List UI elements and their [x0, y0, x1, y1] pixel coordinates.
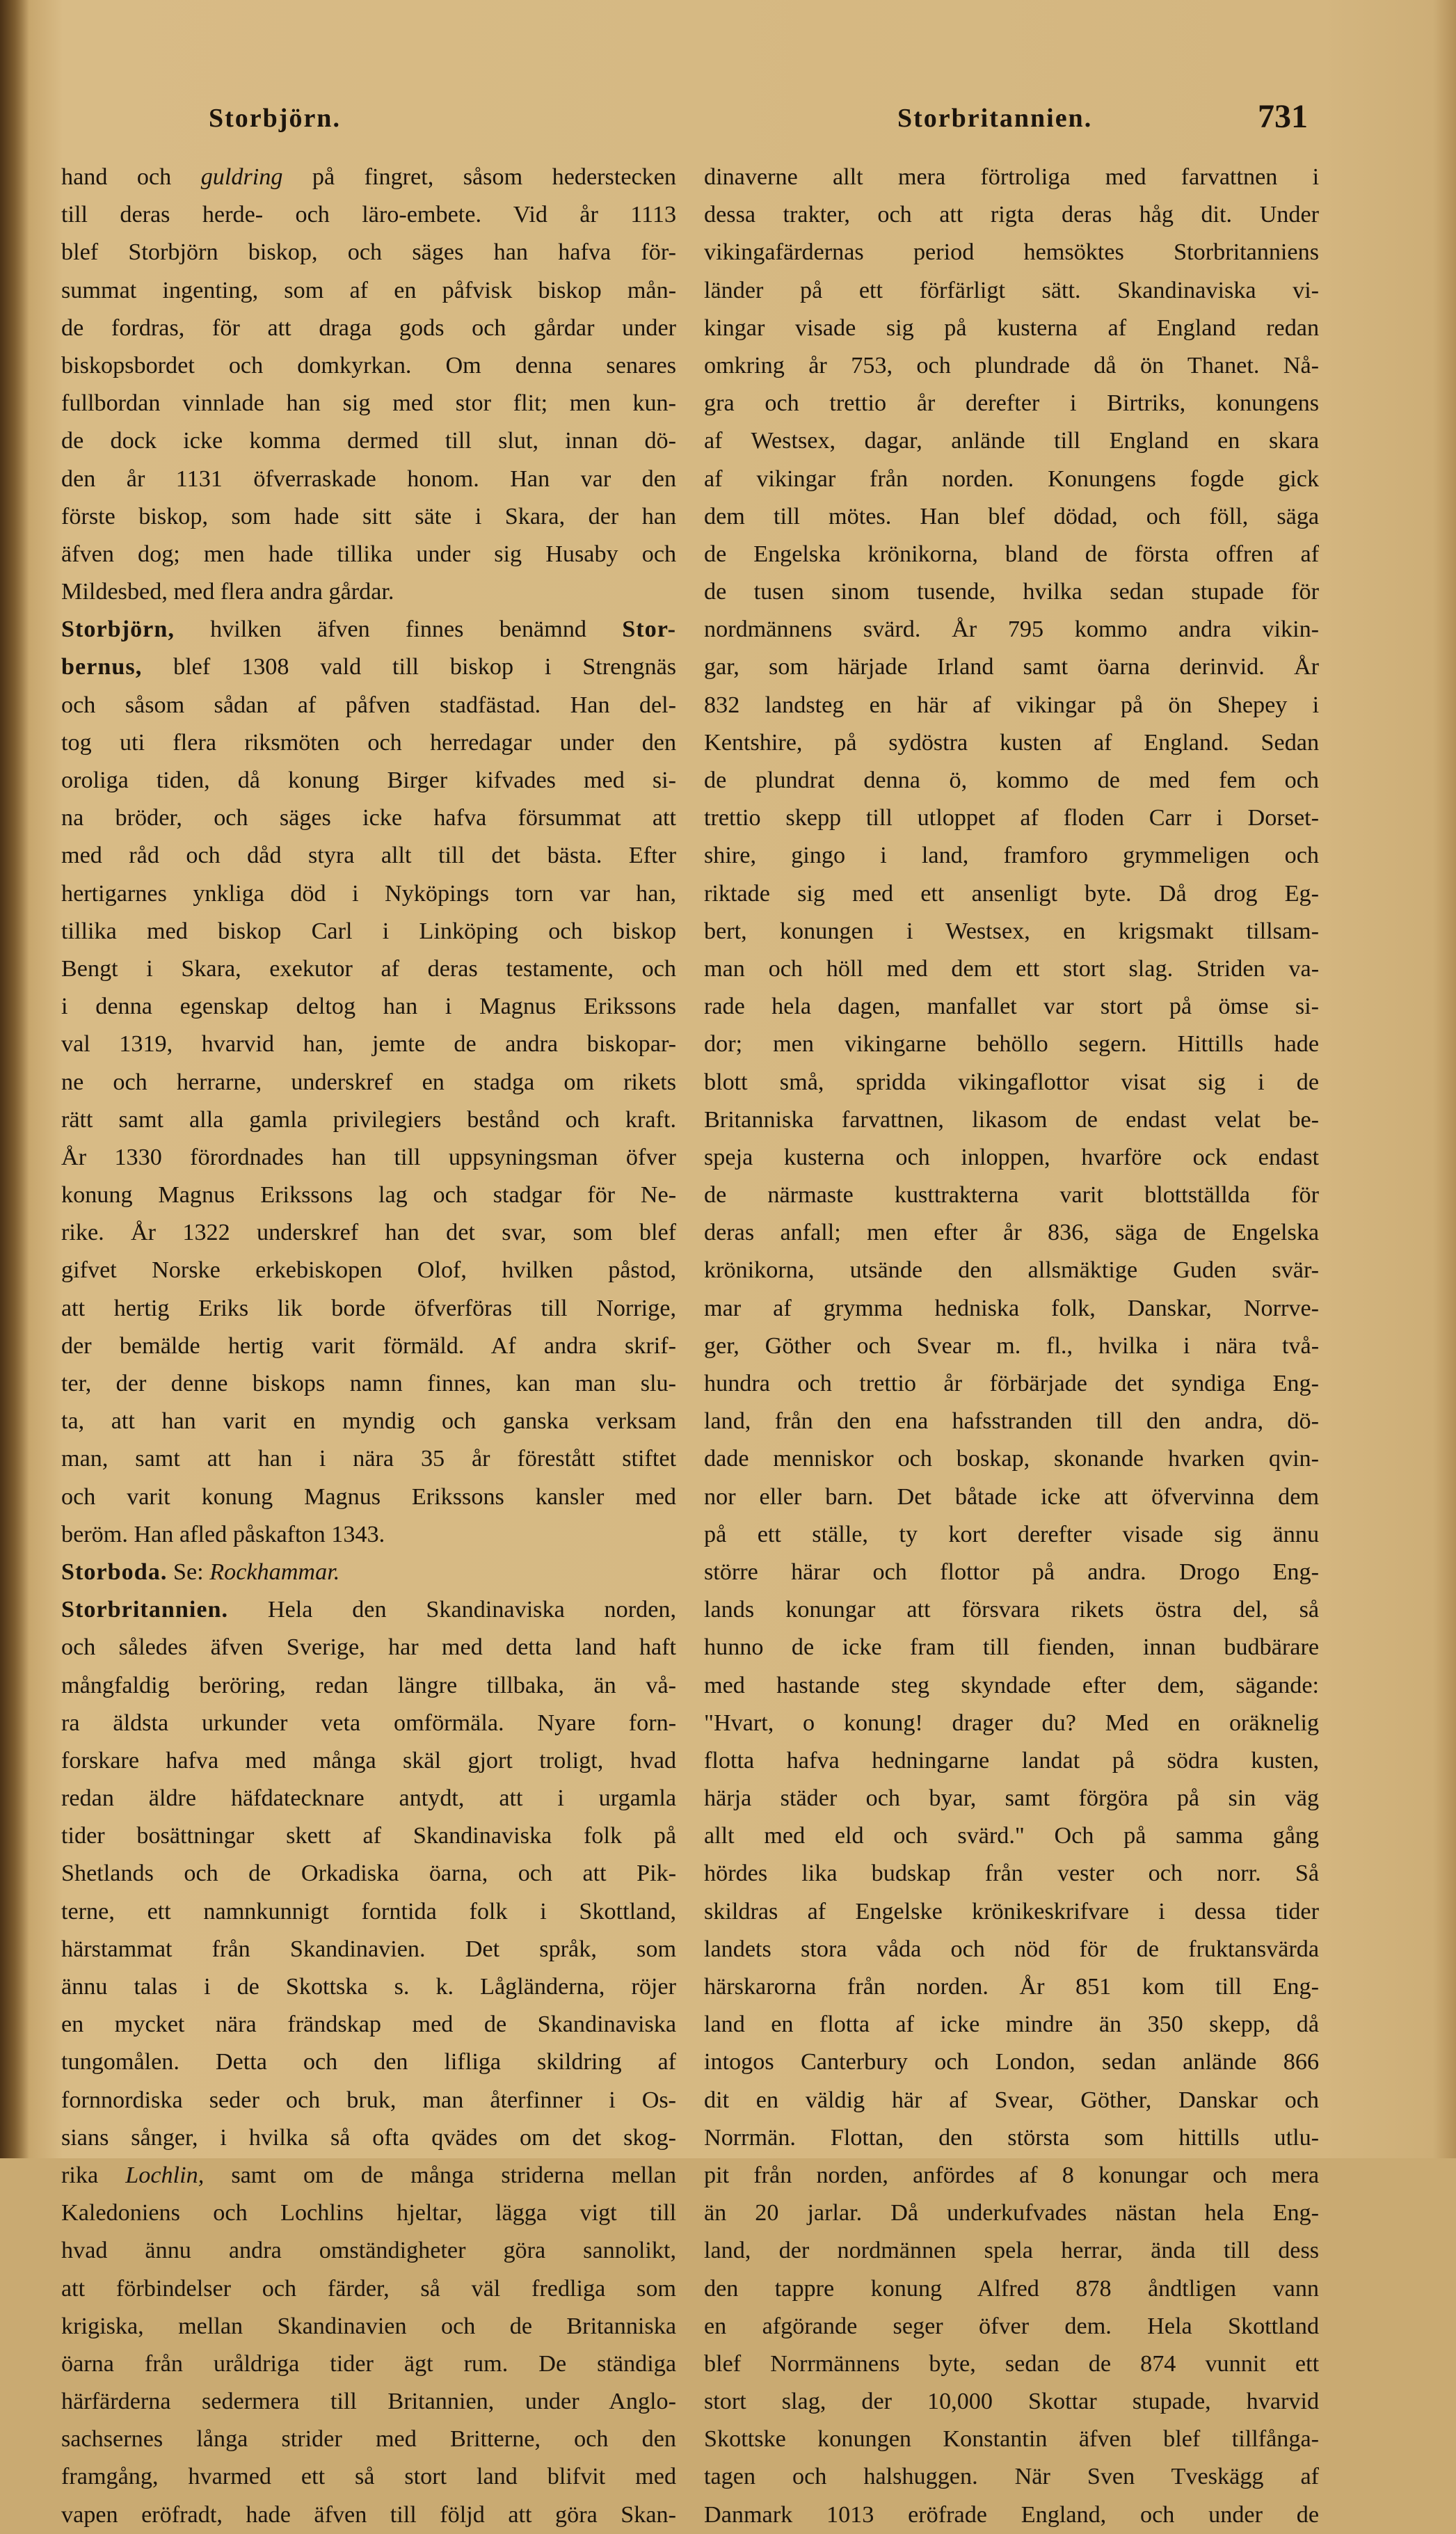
text-line: de tusen sinom tusende, hvilka sedan stupade för	[704, 579, 1319, 605]
text-line: trettio skepp till utloppet af floden Carr i Dorset-	[704, 805, 1319, 831]
text-line: ter, der denne biskops namn finnes, kan man slu-	[61, 1371, 676, 1396]
text-line: att förbindelser och färder, så väl fredliga som	[61, 2275, 676, 2302]
text-line: ger, Göther och Svear m. fl., hvilka i nära två-	[704, 1332, 1319, 1359]
text-line: hertigarnes ynkliga död i Nyköpings torn var han,	[61, 880, 676, 907]
text-line: nor eller barn. Det båtade icke att öfvervinna dem	[704, 1483, 1319, 1510]
text-line: af Westsex, dagar, anlände till England en skara	[704, 428, 1319, 454]
text-line: ra äldsta urkunder veta omförmäla. Nyare forn-	[61, 1710, 676, 1736]
text-line: 832 landsteg en här af vikingar på ön Shepey i	[704, 692, 1319, 718]
text-line: härja städer och byar, samt förgöra på sin väg	[704, 1785, 1319, 1812]
text-line: härstammat från Skandinavien. Det språk, som	[61, 1936, 676, 1962]
text-line: Kaledoniens och Lochlins hjeltar, lägga vigt till	[61, 2200, 676, 2226]
text-line: hand och guldring på fingret, såsom hederstecken	[61, 164, 676, 190]
text-line: tillika med biskop Carl i Linköping och biskop	[61, 918, 676, 944]
text-line: dinaverne allt mera förtroliga med farvattnen i	[704, 164, 1319, 190]
text-line: bernus, blef 1308 vald till biskop i Strengnäs	[61, 654, 676, 680]
text-line: dor; men vikingarne behöllo segern. Hittills hade	[704, 1031, 1319, 1058]
text-line: Mildesbed, med flera andra gårdar.	[61, 579, 394, 605]
text-line: blott små, spridda vikingaflottor visat sig i de	[704, 1069, 1319, 1095]
text-line: krönikorna, utsände den allsmäktige Guden svär-	[704, 1257, 1319, 1284]
left-text-column	[61, 159, 676, 2534]
running-header	[0, 98, 1456, 145]
text-line: Storbjörn, hvilken äfven finnes benämnd Stor-	[61, 616, 676, 643]
text-line: framgång, hvarmed ett så stort land blifvit med	[61, 2464, 676, 2490]
text-line: val 1319, hvarvid han, jemte de andra biskopar-	[61, 1031, 676, 1058]
text-line: hunno de icke fram till fienden, innan budbärare	[704, 1634, 1319, 1661]
text-line: landets stora våda och nöd för de fruktansvärda	[704, 1936, 1319, 1962]
text-line: riktade sig med ett ansenligt byte. Då drog Eg-	[704, 880, 1319, 907]
text-line: deras anfall; men efter år 836, säga de Engelska	[704, 1220, 1319, 1246]
text-line: Britanniska farvattnen, likasom de endast velat be-	[704, 1106, 1319, 1133]
text-line: blef Storbjörn biskop, och säges han hafva för-	[61, 239, 676, 266]
text-line: länder på ett förfärligt sätt. Skandinaviska vi-	[704, 277, 1319, 303]
text-line: rätt samt alla gamla privilegiers bestånd och kraft.	[61, 1106, 676, 1133]
text-line: dessa trakter, och att rigta deras håg dit. Under	[704, 202, 1319, 228]
text-line: sians sånger, i hvilka så ofta qvädes om det skog-	[61, 2124, 676, 2151]
text-line: ännu talas i de Skottska s. k. Lågländerna, röjer	[61, 1974, 676, 2000]
text-line: vapen eröfradt, hade äfven till följd att göra Skan-	[61, 2501, 676, 2528]
text-line: och såsom sådan af påfven stadfästad. Han del-	[61, 692, 676, 718]
text-line: rika Lochlin, samt om de många striderna mellan	[61, 2162, 676, 2188]
text-line: Norrmän. Flottan, den största som hittills utlu-	[704, 2124, 1319, 2151]
text-line: förste biskop, som hade sitt säte i Skara, der han	[61, 503, 676, 529]
text-line: gar, som härjade Irland samt öarna derinvid. År	[704, 654, 1319, 680]
text-line: de plundrat denna ö, kommo de med fem och	[704, 767, 1319, 793]
text-line: fullbordan vinnlade han sig med stor flit; men kun-	[61, 390, 676, 417]
text-line: bert, konungen i Westsex, en krigsmakt tillsam-	[704, 918, 1319, 944]
text-line: dade menniskor och boskap, skonande hvarken qvin-	[704, 1446, 1319, 1472]
text-line: de Engelska krönikorna, bland de första offren af	[704, 541, 1319, 567]
text-line: hvad ännu andra omständigheter göra sannolikt,	[61, 2238, 676, 2264]
text-line: vikingafärdernas period hemsöktes Storbritanniens	[704, 239, 1319, 266]
text-line: oroliga tiden, då konung Birger kifvades med si-	[61, 767, 676, 793]
text-line: beröm. Han afled påskafton 1343.	[61, 1521, 385, 1547]
header-right-keyword: Storbritannien.	[897, 104, 1093, 133]
text-line: konung Magnus Erikssons lag och stadgar för Ne-	[61, 1182, 676, 1209]
text-line: gifvet Norske erkebiskopen Olof, hvilken påstod,	[61, 1257, 676, 1284]
text-line: att hertig Eriks lik borde öfverföras till Norrige,	[61, 1295, 676, 1321]
text-line: med hastande steg skyndade efter dem, sägande:	[704, 1672, 1319, 1698]
text-line: man och höll med dem ett stort slag. Striden va-	[704, 955, 1319, 982]
text-line: stort slag, der 10,000 Skottar stupade, hvarvid	[704, 2389, 1319, 2415]
text-line: en afgörande seger öfver dem. Hela Skottland	[704, 2313, 1319, 2339]
text-line: Bengt i Skara, exekutor af deras testamente, och	[61, 955, 676, 982]
text-line: dit en väldig här af Svear, Göther, Danskar och	[704, 2087, 1319, 2113]
text-line: År 1330 förordnades han till uppsyningsman öfver	[61, 1144, 676, 1170]
text-line: Danmark 1013 eröfrade England, och under de	[704, 2501, 1319, 2528]
text-line: kingar visade sig på kusterna af England redan	[704, 314, 1319, 341]
text-line: ta, att han varit en myndig och ganska verksam	[61, 1408, 676, 1435]
text-line: land, från den ena hafsstranden till den andra, dö-	[704, 1408, 1319, 1435]
page-number: 731	[1258, 98, 1308, 135]
text-line: och varit konung Magnus Erikssons kansler med	[61, 1483, 676, 1510]
text-line: större härar och flottor på andra. Drogo Eng-	[704, 1559, 1319, 1585]
text-line: land, der nordmännen spela herrar, ända till dess	[704, 2238, 1319, 2264]
text-line: man, samt att han i nära 35 år förestått stiftet	[61, 1446, 676, 1472]
text-line: äfven dog; men hade tillika under sig Husaby och	[61, 541, 676, 567]
text-line: der bemälde hertig varit förmäld. Af andra skrif-	[61, 1332, 676, 1359]
text-line: ne och herrarne, underskref en stadga om rikets	[61, 1069, 676, 1095]
text-line: den tappre konung Alfred 878 åndtligen vann	[704, 2275, 1319, 2302]
text-line: tungomålen. Detta och den lifliga skildring af	[61, 2049, 676, 2075]
right-text-column	[704, 159, 1319, 2534]
text-line: härskarorna från norden. År 851 kom till Eng-	[704, 1974, 1319, 2000]
text-line: dem till mötes. Han blef dödad, och föll, säga	[704, 503, 1319, 529]
text-line: rike. År 1322 underskref han det svar, som blef	[61, 1220, 676, 1246]
text-line: intogos Canterbury och London, sedan anlände 866	[704, 2049, 1319, 2075]
text-line: tog uti flera riksmöten och herredagar under den	[61, 729, 676, 756]
text-line: rade hela dagen, manfallet var stort på ömse si-	[704, 994, 1319, 1020]
text-line: shire, gingo i land, framforo grymmeligen och	[704, 843, 1319, 869]
text-line: terne, ett namnkunnigt forntida folk i Skottland,	[61, 1898, 676, 1925]
text-line: öarna från uråldriga tider ägt rum. De ständiga	[61, 2350, 676, 2377]
text-line: pit från norden, anfördes af 8 konungar och mera	[704, 2162, 1319, 2188]
text-line: af vikingar från norden. Konungens fogde gick	[704, 465, 1319, 492]
text-line: den år 1131 öfverraskade honom. Han var den	[61, 465, 676, 492]
text-line: summat ingenting, som af en påfvisk biskop mån-	[61, 277, 676, 303]
text-line: mångfaldig beröring, redan längre tillbaka, än vå-	[61, 1672, 676, 1698]
text-line: "Hvart, o konung! drager du? Med en oräknelig	[704, 1710, 1319, 1736]
page-gutter-shadow	[0, 0, 29, 2158]
text-line: allt med eld och svärd." Och på samma gång	[704, 1823, 1319, 1849]
text-line: de dock icke komma dermed till slut, innan dö-	[61, 428, 676, 454]
text-line: Shetlands och de Orkadiska öarna, och att Pik-	[61, 1860, 676, 1887]
text-line: sachsernes långa strider med Britterne, och den	[61, 2426, 676, 2453]
text-line: nordmännens svärd. År 795 kommo andra vikin-	[704, 616, 1319, 643]
text-line: de fordras, för att draga gods och gårdar under	[61, 314, 676, 341]
text-line: till deras herde- och läro-embete. Vid år 1113	[61, 202, 676, 228]
text-line: de närmaste kusttrakterna varit blottställda för	[704, 1182, 1319, 1209]
text-line: hördes lika budskap från vester och norr. Så	[704, 1860, 1319, 1887]
text-line: en mycket nära frändskap med de Skandinaviska	[61, 2011, 676, 2038]
text-line: Storboda. Se: Rockhammar.	[61, 1559, 340, 1585]
text-line: än 20 jarlar. Då underkufvades nästan hela Eng-	[704, 2200, 1319, 2226]
text-line: mar af grymma hedniska folk, Danskar, Norrve-	[704, 1295, 1319, 1321]
text-line: Skottske konungen Konstantin äfven blef tillfånga-	[704, 2426, 1319, 2453]
text-line: forskare hafva med många skäl gjort troligt, hvad	[61, 1747, 676, 1774]
header-left-keyword: Storbjörn.	[209, 104, 341, 133]
text-line: Storbritannien. Hela den Skandinaviska norden,	[61, 1597, 676, 1623]
text-line: hundra och trettio år förbärjade det syndiga Eng-	[704, 1371, 1319, 1396]
text-line: tagen och halshuggen. När Sven Tveskägg af	[704, 2464, 1319, 2490]
text-line: omkring år 753, och plundrade då ön Thanet. Nå-	[704, 352, 1319, 378]
text-line: krigiska, mellan Skandinavien och de Britanniska	[61, 2313, 676, 2339]
text-line: redan äldre häfdatecknare antydt, att i urgamla	[61, 1785, 676, 1812]
text-line: flotta hafva hedningarne landat på södra kusten,	[704, 1747, 1319, 1774]
text-line: land en flotta af icke mindre än 350 skepp, då	[704, 2011, 1319, 2038]
text-line: blef Norrmännens byte, sedan de 874 vunnit ett	[704, 2350, 1319, 2377]
text-line: med råd och dåd styra allt till det bästa. Efter	[61, 843, 676, 869]
text-line: lands konungar att försvara rikets östra del, så	[704, 1597, 1319, 1623]
text-line: na bröder, och säges icke hafva försummat att	[61, 805, 676, 831]
text-line: fornnordiska seder och bruk, man återfinner i Os-	[61, 2087, 676, 2113]
text-line: biskopsbordet och domkyrkan. Om denna senares	[61, 352, 676, 378]
text-line: speja kusterna och inloppen, hvarföre ock endast	[704, 1144, 1319, 1170]
text-line: Kentshire, på sydöstra kusten af England. Sedan	[704, 729, 1319, 756]
text-line: skildras af Engelske krönikeskrifvare i dessa tider	[704, 1898, 1319, 1925]
text-line: tider bosättningar skett af Skandinaviska folk på	[61, 1823, 676, 1849]
text-line: i denna egenskap deltog han i Magnus Erikssons	[61, 994, 676, 1020]
text-line: gra och trettio år derefter i Birtriks, konungens	[704, 390, 1319, 417]
text-line: härfärderna sedermera till Britannien, under Anglo-	[61, 2389, 676, 2415]
text-line: på ett ställe, ty kort derefter visade sig ännu	[704, 1521, 1319, 1547]
text-line: och således äfven Sverige, har med detta land haft	[61, 1634, 676, 1661]
